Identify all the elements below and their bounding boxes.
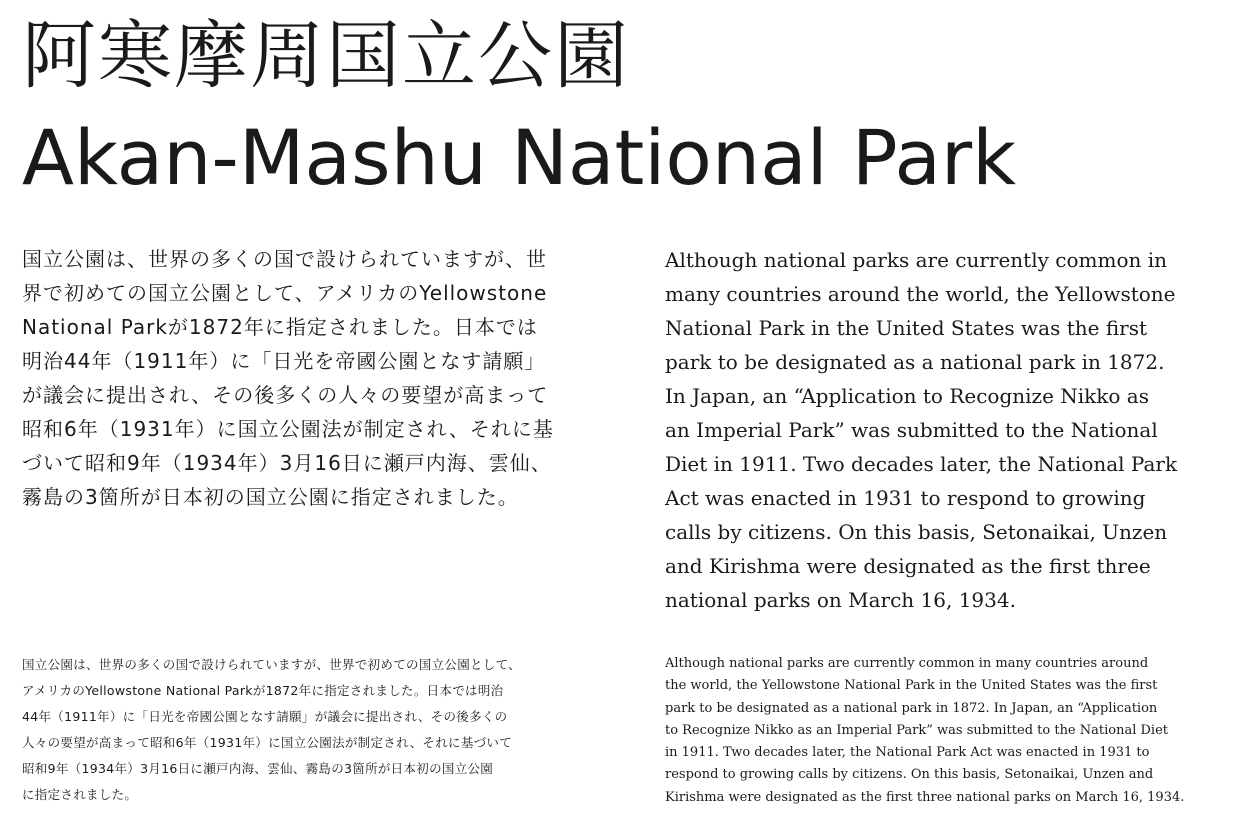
japanese-paragraph-large: 国立公園は、世界の多くの国で設けられていますが、世 界で初めての国立公園として、アメリカのYellowstone National Parkが1872年に指定されました。日本では 明治44年（1911年）に「日光を帝國公園となす請願」 が議会に提出され、その後多くの人々の要望が高まって 昭和6年（1931年）に国立公園法が制定され、それに基 づいて昭和9年（1934年）3月16日に瀬戸内海、雲仙、 霧島の3箇所が日本初の国立公園に指定されました。 — [22, 247, 554, 509]
english-paragraph-large: Although national parks are currently common in many countries around the world, the Yellowstone National Park in the United States was the first park to be designated as a national park in 1872. In Japan, an “Application to Recognize Nikko as an Imperial Park” was submitted to the National Diet in 1911. Two decades later, the National Park Act was enacted in 1931 to respond to growing calls by citizens. On this basis, Setonaikai, Unzen and Kirishma were designated as the first three national parks on March 16, 1934. — [665, 248, 1178, 612]
english-paragraph-small: Although national parks are currently common in many countries around the world, the Yellowstone National Park in the United States was the first park to be designated as a national park in 1872. In Japan, an “Application to Recognize Nikko as an Imperial Park” was submitted to the National Diet in 1911. Two decades later, the National Park Act was enacted in 1931 to respond to growing calls by citizens. On this basis, Setonaikai, Unzen and Kirishma were designated as the first three national parks on March 16, 1934. — [665, 656, 1185, 805]
japanese-paragraph-small: 国立公園は、世界の多くの国で設けられていますが、世界で初めての国立公園として、 アメリカのYellowstone National Parkが1872年に指定されました。日本では明治 44年（1911年）に「日光を帝國公園となす請願」が議会に提出され、その後多くの 人々の要望が高まって昭和6年（1931年）に国立公園法が制定され、それに基づいて 昭和9年（1934年）3月16日に瀬戸内海、雲仙、霧島の3箇所が日本初の国立公園 に指定されました。 — [22, 657, 521, 802]
page-title-japanese: 阿寒摩周国立公園 — [22, 13, 630, 99]
page-title-english: Akan-Mashu National Park — [22, 113, 1017, 202]
